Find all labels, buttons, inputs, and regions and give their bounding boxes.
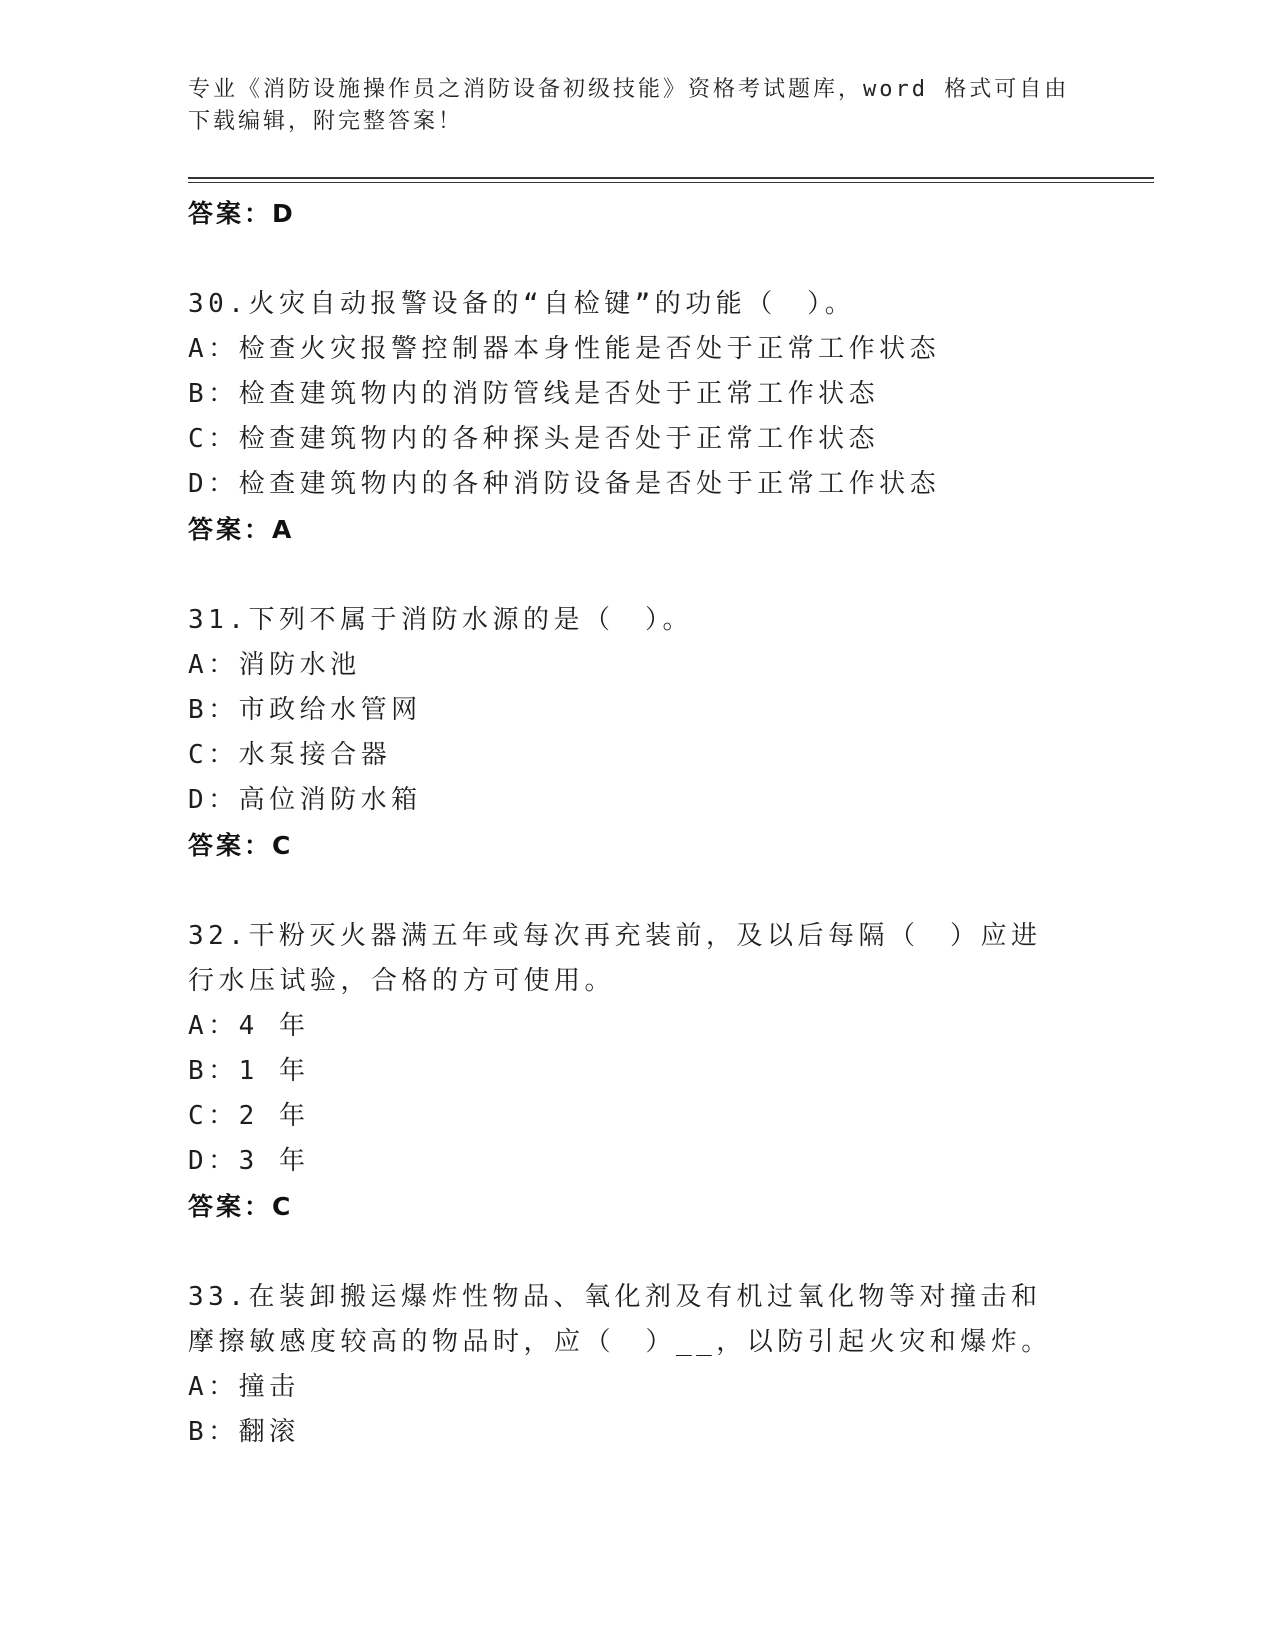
header-divider-thin (188, 182, 1154, 183)
option-b: B：1 年 (188, 1056, 310, 1086)
option-b: B：市政给水管网 (188, 695, 422, 725)
option-a: A：4 年 (188, 1011, 310, 1041)
option-a: A：检查火灾报警控制器本身性能是否处于正常工作状态 (188, 334, 941, 364)
option-d: D：3 年 (188, 1146, 310, 1176)
option-a: A：消防水池 (188, 650, 361, 680)
header-divider-thick (188, 177, 1154, 179)
option-d: D：检查建筑物内的各种消防设备是否处于正常工作状态 (188, 469, 941, 499)
option-c: C：2 年 (188, 1101, 310, 1131)
question-stem: 32.干粉灭火器满五年或每次再充装前，及以后每隔（ ）应进行水压试验，合格的方可使用。 (188, 921, 1042, 996)
option-c: C：水泵接合器 (188, 740, 392, 770)
document-header: 专业《消防设施操作员之消防设备初级技能》资格考试题库，word 格式可自由下载编辑，附完整答案！ (188, 77, 1070, 134)
option-c: C：检查建筑物内的各种探头是否处于正常工作状态 (188, 424, 880, 454)
option-a: A：撞击 (188, 1372, 300, 1402)
question-stem: 30.火灾自动报警设备的“自检键”的功能（ ）。 (188, 289, 856, 319)
answer-line: 答案：C (188, 1192, 294, 1221)
question-stem: 33.在装卸搬运爆炸性物品、氧化剂及有机过氧化物等对撞击和摩擦敏感度较高的物品时，应（ ）__，以防引起火灾和爆炸。 (188, 1282, 1052, 1357)
option-b: B：翻滚 (188, 1417, 300, 1447)
option-d: D：高位消防水箱 (188, 785, 422, 815)
question-stem: 31.下列不属于消防水源的是（ ）。 (188, 605, 693, 635)
option-b: B：检查建筑物内的消防管线是否处于正常工作状态 (188, 379, 880, 409)
answer-line: 答案：D (188, 199, 296, 228)
answer-line: 答案：C (188, 831, 294, 860)
answer-line: 答案：A (188, 515, 295, 544)
question-list (188, 191, 1088, 1455)
